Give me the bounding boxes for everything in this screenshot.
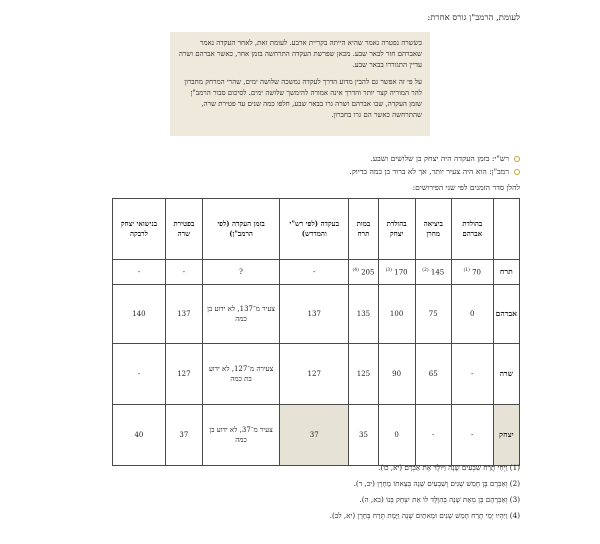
row-label: תרח [493, 260, 519, 285]
table-row [113, 405, 520, 466]
table-cell: 100 [378, 285, 415, 344]
opinions-list [90, 152, 520, 178]
header-col: בהולדת יצחק [378, 199, 415, 260]
bullet-circle-icon [514, 169, 520, 175]
table-row [113, 260, 520, 285]
footnote-ref: (3) [385, 268, 393, 274]
header-col: בזמן העקדה (לפי הרמב"ן) [202, 199, 279, 260]
row-label: שרה [493, 344, 519, 405]
table-row [113, 344, 520, 405]
table-cell: צעיר מ־37, לא ידוע בן כמה [202, 405, 279, 466]
table-cell: 35 [349, 405, 378, 466]
footnote: (2) וְאַבְרָם בֶּן חָמֵשׁ שָׁנִים וְשִׁבְעִים שָׁנָה בְּצֵאתוֹ מֵחָרָן (יב, ד). [353, 479, 520, 488]
table-cell: - [415, 405, 451, 466]
header-col: ביציאה מחרן [415, 199, 451, 260]
opinion-ramban [90, 165, 520, 178]
row-label: יצחק [493, 405, 519, 466]
quote-box [170, 32, 430, 136]
bullet-circle-icon [514, 156, 520, 162]
table-cell: 140 [113, 285, 166, 344]
table-cell: 70 $^{(1)}$ [451, 260, 493, 285]
table-cell: 65 [415, 344, 451, 405]
table-cell: 145 $^{(2)}$ [415, 260, 451, 285]
table-cell: 0 [378, 405, 415, 466]
table-cell: צעירה מ־127, לא ידוע בת כמה [202, 344, 279, 405]
table-cell: - [451, 344, 493, 405]
table-cell: 75 [415, 285, 451, 344]
opinion-rashi [90, 152, 520, 165]
table-cell: - [113, 260, 166, 285]
table-cell: 90 [378, 344, 415, 405]
table-cell: 127 [165, 344, 202, 405]
footnote-ref: (1) [463, 268, 470, 274]
table-cell: - [451, 405, 493, 466]
document-page [80, 0, 520, 544]
quote-paragraph-2: על פי זה אפשר גם להבין מדוע הדרך לעקדה נמשכה שלושה ימים, שהרי המרחק מחברון להר המוריה קצר יותר והדרך אינה אמורה להימשך שלושה ימים. לסיכום סבור הרמב"ן שזמן העקדה, שבו אברהם ושרה גרו בבאר שבע, חלפו כמה שנים עד פטירת שרה, שהתרחשה כאשר הם גרו בחברון. [184, 78, 422, 119]
table-cell: צעיר מ־137, לא ידוע בן כמה [202, 285, 279, 344]
footnote: (1) וַיְחִי תֶרַח שִׁבְעִים שָׁנָה וַיּוֹלֶד אֶת אַבְרָם (יא, כו). [378, 463, 520, 472]
table-row [113, 285, 520, 344]
table-cell: 170 $^{(3)}$ [378, 260, 415, 285]
intro-text: לעומת, הרמב"ן גורס אחרת: [427, 13, 520, 23]
table-cell-highlight: 37 [280, 405, 349, 466]
table-header-row [113, 199, 520, 260]
table-cell: 205 $^{(4)}$ [349, 260, 378, 285]
table-cell: 137 [165, 285, 202, 344]
table-cell: 0 [451, 285, 493, 344]
table-cell: - [280, 260, 349, 285]
table-cell: ? [202, 260, 279, 285]
row-label: אברהם [493, 285, 519, 344]
header-col: בנישואי יצחק לרבקה [113, 199, 166, 260]
timeline-table [112, 198, 520, 466]
header-corner [493, 199, 519, 260]
table-cell: 135 [349, 285, 378, 344]
table-cell: 40 [113, 405, 166, 466]
table-cell: 37 [165, 405, 202, 466]
header-col: בעקדה (לפי רש"י והמדרש) [280, 199, 349, 260]
table-cell: 125 [349, 344, 378, 405]
footnote: (4) וַיִּהְיוּ יְמֵי תֶרַח חָמֵשׁ שָׁנִים וּמָאתַיִם שָׁנָה וַיָּמָת תֶּרַח בְּחָרָן (יא, לב). [329, 511, 520, 520]
quote-paragraph-1: כשׂשרה נפטרה נאמר שהיא הייתה בקריית ארבע. לעומת זאת, לאחר העקדה נאמר שאברהם חזר לבאר שבע. מכאן שפרשת העקדה התרחשה בזמן אחר, כאשר אברהם ושרה עדיין התגוררו בבאר שבע. [178, 39, 422, 69]
header-col: במות תרח [349, 199, 378, 260]
table-cell: - [113, 344, 166, 405]
opinion-text: רש"י: בזמן העקדה היה יצחק בן שלושים ושבע. [370, 154, 509, 163]
header-col: בהולדת אברהם [451, 199, 493, 260]
table-cell: - [165, 260, 202, 285]
table-cell: 127 [280, 344, 349, 405]
opinion-text: רמב"ן: הוא היה צעיר יותר, אך לא ברור בן כמה בדיוק. [349, 167, 509, 176]
table-lead-text: להלן סדר הזמנים לפי שני הפירושים: [412, 183, 520, 192]
table-cell: 137 [280, 285, 349, 344]
footnote-ref: (4) [352, 268, 359, 274]
footnotes [90, 460, 520, 524]
footnote: (3) וְאַבְרָהָם בֶּן מְאַת שָׁנָה בְּהִוָּלֶד לוֹ אֵת יִצְחָק בְּנוֹ (כא, ה). [359, 495, 520, 504]
header-col: בפטירת שרה [165, 199, 202, 260]
footnote-ref: (2) [422, 268, 429, 274]
